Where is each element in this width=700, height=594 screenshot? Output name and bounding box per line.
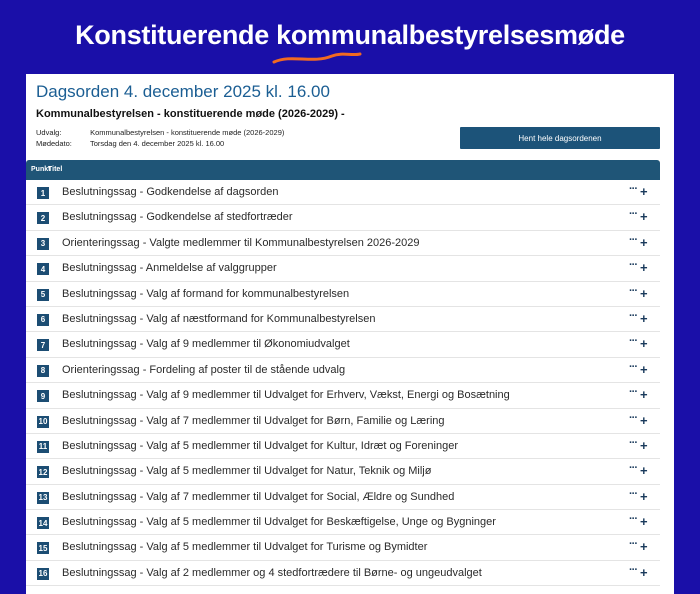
agenda-row[interactable] (26, 256, 660, 281)
more-options-icon[interactable]: ··· (629, 436, 637, 449)
banner-title: Konstituerende kommunalbestyrelsesmøde (75, 20, 625, 50)
column-header-titel: Titel (48, 166, 63, 173)
agenda-item-title[interactable]: Beslutningssag - Valg af 5 medlemmer til Udvalget for Turisme og Bymidter (62, 541, 428, 554)
agenda-item-title[interactable]: Beslutningssag - Valg af 5 medlemmer til Udvalget for Beskæftigelse, Unge og Bygninger (62, 516, 496, 529)
agenda-row[interactable] (26, 434, 660, 459)
banner (0, 0, 700, 74)
expand-plus-icon[interactable]: + (640, 209, 648, 225)
more-options-icon[interactable]: ··· (629, 335, 637, 348)
agenda-item-number: 3 (37, 238, 49, 250)
agenda-item-title[interactable]: Beslutningssag - Godkendelse af dagsorden (62, 186, 279, 198)
agenda-row[interactable] (26, 510, 660, 535)
agenda-item-number: 10 (38, 417, 48, 427)
agenda-row[interactable] (26, 282, 660, 307)
agenda-item-number: 4 (37, 263, 49, 275)
agenda-row[interactable] (26, 459, 660, 484)
agenda-item-number: 8 (37, 365, 49, 377)
agenda-row[interactable] (26, 485, 660, 510)
agenda-item-number: 7 (37, 339, 49, 351)
page-title: Dagsorden 4. december 2025 kl. 16.00 (36, 82, 330, 101)
agenda-item-number: 6 (37, 314, 49, 326)
agenda-item-number: 2 (37, 212, 49, 224)
more-options-icon[interactable]: ··· (629, 259, 637, 272)
more-options-icon[interactable]: ··· (629, 183, 637, 195)
agenda-item-title[interactable]: Beslutningssag - Anmeldelse af valggrupper (62, 262, 277, 275)
more-options-icon[interactable]: ··· (629, 411, 637, 424)
more-options-icon[interactable]: ··· (629, 284, 637, 297)
agenda-row[interactable] (26, 383, 660, 408)
more-options-icon[interactable]: ··· (629, 487, 637, 500)
more-options-icon[interactable]: ··· (629, 309, 637, 322)
agenda-item-title[interactable]: Orienteringssag - Fordeling af poster til de stående udvalg (62, 363, 346, 376)
get-full-agenda-button[interactable]: Hent hele dagsordenen (460, 127, 660, 149)
expand-plus-icon[interactable]: + (640, 310, 648, 326)
expand-plus-icon[interactable]: + (640, 564, 648, 580)
expand-plus-icon[interactable]: + (640, 387, 648, 403)
more-options-icon[interactable]: ··· (629, 233, 637, 246)
agenda-item-number: 12 (38, 467, 48, 477)
agenda-item-title[interactable]: Beslutningssag - Valg af 5 medlemmer til Udvalget for Natur, Teknik og Miljø (62, 465, 432, 478)
agenda-item-title[interactable]: Orienteringssag - Valgte medlemmer til Kommunalbestyrelsen 2026-2029 (62, 236, 420, 249)
agenda-row[interactable] (26, 180, 660, 205)
agenda-row[interactable] (26, 205, 660, 230)
agenda-item-title[interactable]: Beslutningssag - Valg af 5 medlemmer til Udvalget for Kultur, Idræt og Foreninger (62, 439, 458, 452)
agenda-item-number: 5 (37, 289, 49, 301)
meta-udvalg-value: Kommunalbestyrelsen - konstituerende møde (2026-2029) (90, 128, 285, 137)
expand-plus-icon[interactable]: + (640, 488, 648, 504)
more-options-icon[interactable]: ··· (629, 462, 637, 475)
agenda-item-title[interactable]: Beslutningssag - Valg af 9 medlemmer til Økonomiudvalget (62, 338, 350, 351)
agenda-row[interactable] (26, 358, 660, 383)
agenda-item-title[interactable]: Beslutningssag - Valg af næstformand for Kommunalbestyrelsen (62, 312, 376, 325)
agenda-row[interactable] (26, 561, 660, 586)
agenda-item-number: 9 (37, 390, 49, 402)
agenda-row[interactable] (26, 231, 660, 256)
agenda-row[interactable] (26, 332, 660, 357)
more-options-icon[interactable]: ··· (629, 360, 637, 373)
expand-plus-icon[interactable]: + (640, 463, 648, 479)
more-options-icon[interactable]: ··· (629, 386, 637, 399)
agenda-list (26, 180, 660, 586)
expand-plus-icon[interactable]: + (640, 361, 648, 377)
more-options-icon[interactable]: ··· (629, 513, 637, 526)
agenda-item-title[interactable]: Beslutningssag - Valg af 7 medlemmer til Udvalget for Børn, Familie og Læring (62, 414, 445, 427)
agenda-item-title[interactable]: Beslutningssag - Valg af formand for kommunalbestyrelsen (62, 287, 350, 300)
meta-modedato-label: Mødedato: (36, 139, 72, 148)
expand-plus-icon[interactable]: + (640, 260, 648, 276)
meeting-subtitle: Kommunalbestyrelsen - konstituerende møde (2026-2029) - (36, 108, 345, 120)
meta-modedato (36, 139, 224, 148)
expand-plus-icon[interactable]: + (640, 437, 648, 453)
agenda-item-number: 1 (37, 187, 49, 199)
agenda-item-title[interactable]: Beslutningssag - Valg af 2 medlemmer og 4 stedfortrædere til Børne- og ungeudvalget (62, 566, 482, 579)
expand-plus-icon[interactable]: + (640, 184, 648, 199)
agenda-item-number: 13 (38, 493, 48, 503)
agenda-item-number: 15 (38, 543, 48, 553)
agenda-item-title[interactable]: Beslutningssag - Valg af 7 medlemmer til Udvalget for Social, Ældre og Sundhed (62, 490, 455, 503)
agenda-row[interactable] (26, 409, 660, 434)
more-options-icon[interactable]: ··· (629, 563, 637, 576)
agenda-item-number: 11 (38, 442, 48, 452)
meta-udvalg-label: Udvalg: (36, 128, 62, 137)
agenda-item-title[interactable]: Beslutningssag - Valg af 9 medlemmer til Udvalget for Erhverv, Vækst, Energi og Bosætning (62, 389, 510, 402)
agenda-item-number: 16 (38, 569, 48, 579)
expand-plus-icon[interactable]: + (640, 285, 648, 301)
more-options-icon[interactable]: ··· (629, 208, 637, 221)
table-header (26, 160, 660, 180)
expand-plus-icon[interactable]: + (640, 234, 648, 250)
more-options-icon[interactable]: ··· (629, 538, 637, 551)
column-header-punkt: Punkt (31, 166, 51, 173)
agenda-card (26, 74, 674, 594)
meta-udvalg (36, 128, 284, 137)
expand-plus-icon[interactable]: + (640, 514, 648, 530)
swoosh-underline-icon (272, 50, 362, 66)
expand-plus-icon[interactable]: + (640, 412, 648, 428)
meta-modedato-value: Torsdag den 4. december 2025 kl. 16.00 (89, 139, 225, 148)
agenda-row[interactable] (26, 307, 660, 332)
agenda-item-title[interactable]: Beslutningssag - Godkendelse af stedfortræder (62, 211, 293, 224)
agenda-item-number: 14 (38, 518, 48, 528)
agenda-row[interactable] (26, 535, 660, 560)
expand-plus-icon[interactable]: + (640, 539, 648, 555)
expand-plus-icon[interactable]: + (640, 336, 648, 352)
